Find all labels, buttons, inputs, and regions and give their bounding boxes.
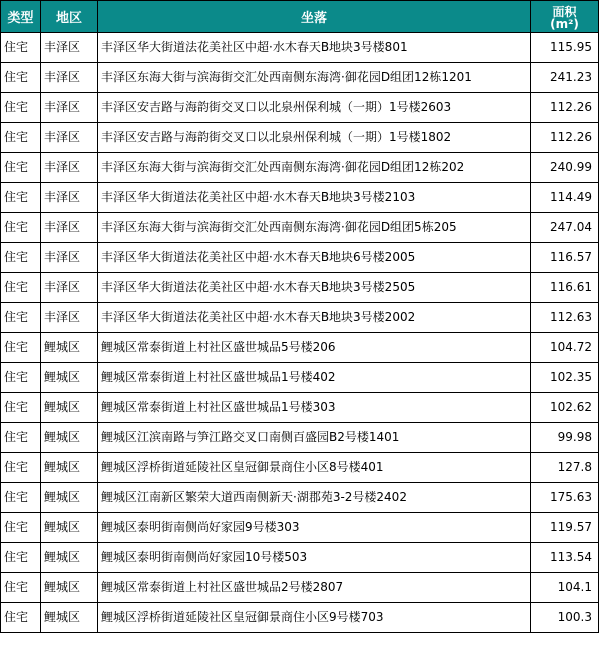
cell-type: 住宅 [1, 393, 41, 423]
table-row [1, 63, 599, 93]
cell-address: 鲤城区泰明街南侧尚好家园9号楼303 [98, 513, 531, 543]
table-row [1, 303, 599, 333]
table-row [1, 183, 599, 213]
cell-address: 鲤城区浮桥街道延陵社区皇冠御景商住小区9号楼703 [98, 603, 531, 633]
cell-area: 247.04 [531, 213, 599, 243]
header-type: 类型 [1, 1, 41, 33]
cell-area: 127.8 [531, 453, 599, 483]
cell-area: 116.61 [531, 273, 599, 303]
cell-address: 鲤城区常泰街道上村社区盛世城品5号楼206 [98, 333, 531, 363]
cell-type: 住宅 [1, 603, 41, 633]
cell-address: 丰泽区安吉路与海韵街交叉口以北泉州保利城（一期）1号楼1802 [98, 123, 531, 153]
header-area [531, 1, 599, 33]
cell-address: 鲤城区常泰街道上村社区盛世城品2号楼2807 [98, 573, 531, 603]
cell-type: 住宅 [1, 453, 41, 483]
cell-type: 住宅 [1, 213, 41, 243]
cell-area: 104.72 [531, 333, 599, 363]
cell-address: 丰泽区华大街道法花美社区中超·水木春天B地块3号楼801 [98, 33, 531, 63]
cell-type: 住宅 [1, 543, 41, 573]
cell-address: 鲤城区江南新区繁荣大道西南侧新天·湖郡苑3-2号楼2402 [98, 483, 531, 513]
cell-area: 100.3 [531, 603, 599, 633]
cell-type: 住宅 [1, 273, 41, 303]
cell-district: 丰泽区 [41, 213, 98, 243]
cell-area: 112.26 [531, 123, 599, 153]
header-row [1, 1, 599, 33]
cell-address: 丰泽区华大街道法花美社区中超·水木春天B地块3号楼2103 [98, 183, 531, 213]
cell-district: 丰泽区 [41, 63, 98, 93]
cell-address: 丰泽区华大街道法花美社区中超·水木春天B地块6号楼2005 [98, 243, 531, 273]
header-area-label: 面积 [552, 4, 577, 19]
table-row [1, 153, 599, 183]
cell-area: 102.62 [531, 393, 599, 423]
cell-district: 丰泽区 [41, 93, 98, 123]
table-body [1, 33, 599, 633]
table-row [1, 453, 599, 483]
header-district: 地区 [41, 1, 98, 33]
header-address: 坐落 [98, 1, 531, 33]
cell-type: 住宅 [1, 483, 41, 513]
cell-district: 丰泽区 [41, 123, 98, 153]
table-row [1, 213, 599, 243]
cell-area: 112.26 [531, 93, 599, 123]
cell-area: 241.23 [531, 63, 599, 93]
cell-type: 住宅 [1, 333, 41, 363]
cell-area: 114.49 [531, 183, 599, 213]
cell-area: 99.98 [531, 423, 599, 453]
cell-address: 鲤城区江滨南路与笋江路交叉口南侧百盛园B2号楼1401 [98, 423, 531, 453]
table-row [1, 573, 599, 603]
cell-type: 住宅 [1, 123, 41, 153]
cell-area: 119.57 [531, 513, 599, 543]
table-row [1, 333, 599, 363]
cell-district: 鲤城区 [41, 513, 98, 543]
cell-type: 住宅 [1, 33, 41, 63]
table-header [1, 1, 599, 33]
cell-area: 175.63 [531, 483, 599, 513]
cell-area: 102.35 [531, 363, 599, 393]
table-row [1, 123, 599, 153]
cell-address: 鲤城区常泰街道上村社区盛世城品1号楼402 [98, 363, 531, 393]
cell-address: 丰泽区华大街道法花美社区中超·水木春天B地块3号楼2002 [98, 303, 531, 333]
cell-district: 鲤城区 [41, 573, 98, 603]
table-row [1, 483, 599, 513]
cell-type: 住宅 [1, 423, 41, 453]
cell-type: 住宅 [1, 93, 41, 123]
table-row [1, 393, 599, 423]
table-row [1, 603, 599, 633]
cell-type: 住宅 [1, 513, 41, 543]
cell-address: 丰泽区安吉路与海韵街交叉口以北泉州保利城（一期）1号楼2603 [98, 93, 531, 123]
cell-area: 115.95 [531, 33, 599, 63]
cell-area: 113.54 [531, 543, 599, 573]
cell-district: 鲤城区 [41, 603, 98, 633]
table-row [1, 243, 599, 273]
header-area-unit: (m²) [550, 16, 579, 31]
table-row [1, 423, 599, 453]
cell-district: 丰泽区 [41, 303, 98, 333]
cell-district: 丰泽区 [41, 153, 98, 183]
cell-district: 鲤城区 [41, 393, 98, 423]
cell-address: 鲤城区常泰街道上村社区盛世城品1号楼303 [98, 393, 531, 423]
cell-address: 丰泽区东海大街与滨海街交汇处西南侧东海湾·御花园D组团12栋1201 [98, 63, 531, 93]
table-row [1, 363, 599, 393]
cell-type: 住宅 [1, 303, 41, 333]
cell-district: 鲤城区 [41, 423, 98, 453]
table-row [1, 273, 599, 303]
cell-district: 鲤城区 [41, 543, 98, 573]
cell-district: 丰泽区 [41, 243, 98, 273]
cell-type: 住宅 [1, 363, 41, 393]
cell-area: 112.63 [531, 303, 599, 333]
cell-area: 104.1 [531, 573, 599, 603]
cell-area: 240.99 [531, 153, 599, 183]
cell-district: 丰泽区 [41, 33, 98, 63]
cell-district: 丰泽区 [41, 183, 98, 213]
cell-address: 丰泽区华大街道法花美社区中超·水木春天B地块3号楼2505 [98, 273, 531, 303]
cell-type: 住宅 [1, 573, 41, 603]
cell-district: 鲤城区 [41, 453, 98, 483]
cell-address: 鲤城区浮桥街道延陵社区皇冠御景商住小区8号楼401 [98, 453, 531, 483]
table-row [1, 33, 599, 63]
cell-type: 住宅 [1, 153, 41, 183]
table-row [1, 93, 599, 123]
cell-district: 鲤城区 [41, 333, 98, 363]
cell-area: 116.57 [531, 243, 599, 273]
cell-type: 住宅 [1, 243, 41, 273]
cell-address: 鲤城区泰明街南侧尚好家园10号楼503 [98, 543, 531, 573]
cell-type: 住宅 [1, 63, 41, 93]
cell-district: 丰泽区 [41, 273, 98, 303]
cell-address: 丰泽区东海大街与滨海街交汇处西南侧东海湾·御花园D组团5栋205 [98, 213, 531, 243]
cell-district: 鲤城区 [41, 483, 98, 513]
table-row [1, 543, 599, 573]
cell-district: 鲤城区 [41, 363, 98, 393]
cell-type: 住宅 [1, 183, 41, 213]
table-row [1, 513, 599, 543]
cell-address: 丰泽区东海大街与滨海街交汇处西南侧东海湾·御花园D组团12栋202 [98, 153, 531, 183]
